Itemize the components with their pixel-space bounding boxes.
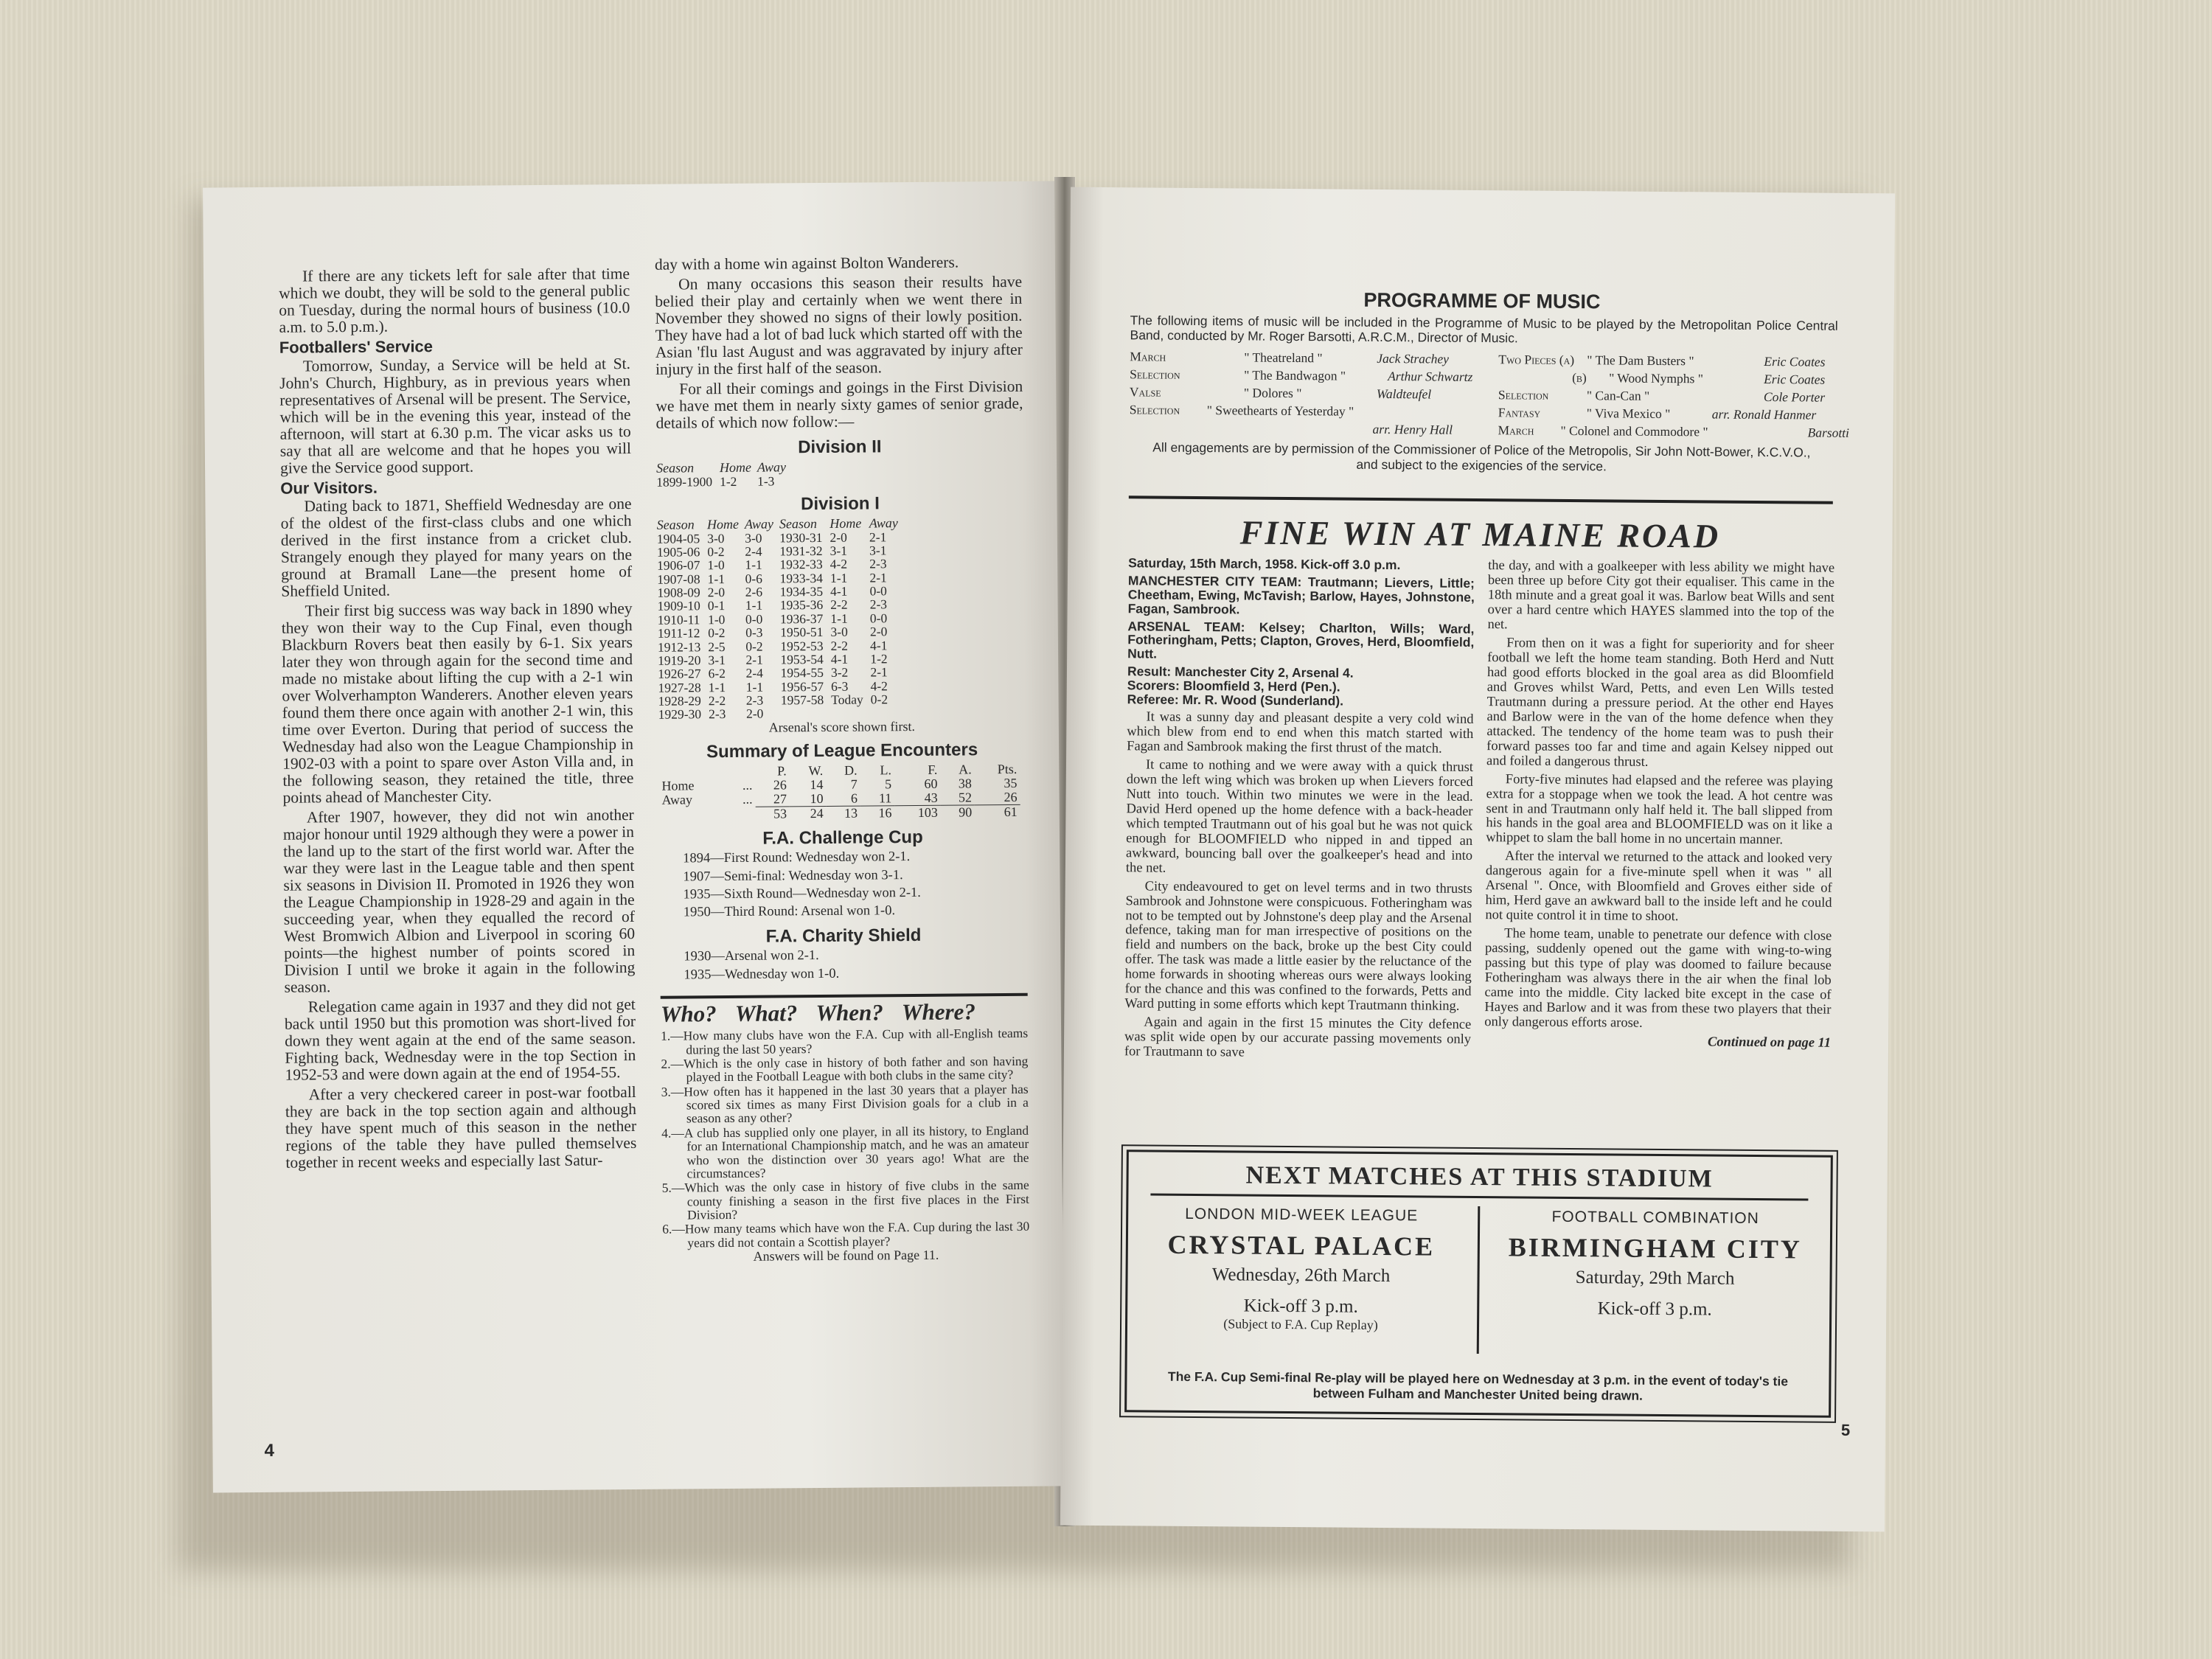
music-item-text: Cole Porter [1763, 389, 1826, 405]
music-item-text: " Can-Can " [1586, 388, 1650, 403]
report-paragraph: From then on it was a fight for superiority and for sheer football we left the home team standing. Both Herd and Nutt had good efforts blocked in the goal area as did Bloomfield and Groves whilst Ward, Petts, and even Len Wills tested Trautmann during a pressure period. At the other end Hayes and Barlow were in the van of the home defence when they attacked. The tendency of the home team was to push their forward passes too far and time and again Kelsey nipped out and foiled a dangerous thrust. [1486, 636, 1834, 770]
music-item-text: Barsotti [1807, 425, 1850, 440]
match-report-headline: FINE WIN AT MAINE ROAD [1239, 513, 1721, 555]
visitors-paragraph-1: Dating back to 1871, Sheffield Wednesday are one of the oldest of the first-class clubs and one which derived in the first instance from a cricket club. Strangely enough they played for many years on the ground at Bramall Lane—the present home of Sheffield United. [280, 495, 633, 600]
music-item-text: Arthur Schwartz [1388, 369, 1473, 384]
tickets-paragraph: If there are any tickets left for sale after that time which we doubt, they will be sold to the general public on Tuesday, during the normal hours of business (10.0 a.m. to 5.0 p.m.). [279, 265, 630, 336]
report-paragraph: the day, and with a goalkeeper with less ability we might have been three up before City got their equaliser. This came in the 18th minute and a great goal it was. Barlow beat Wills and sent over a hard centre which HAYES slammed into the top of the net. [1487, 558, 1835, 633]
table-row: 1909-10 0-1 1-1 1935-36 2-2 2-3 [657, 597, 888, 614]
continued-note: Continued on page 11 [1707, 1034, 1832, 1051]
list-item: 1935—Sixth Round—Wednesday won 2-1. [683, 885, 921, 902]
quiz-list [661, 1026, 1029, 1250]
quiz-title: Who? What? When? Where? [661, 993, 1028, 1026]
quiz-question: 2.—Which is the only case in history of both father and son having played in the Football League with both clubs in the same city? [661, 1053, 1029, 1085]
page-number-right: 5 [1840, 1420, 1851, 1439]
league-name: LONDON MID-WEEK LEAGUE [1185, 1205, 1419, 1225]
visitors-paragraph-4: Relegation came again in 1937 and they did not get back until 1950 but this promotion was short-lived for down they went again at the end of the same season. Fighting back, Wednesday were in the top Section in 1952-53 and were down again at the end of 1954-55. [284, 995, 636, 1084]
programme-of-music-title: PROGRAMME OF MUSIC [1363, 288, 1601, 313]
records-intro: For all their comings and goings in the First Division we have met them in nearly sixty games of senior grade, details of which now follow:— [655, 377, 1023, 432]
fa-cup-list [659, 849, 1027, 920]
divider [1129, 495, 1833, 504]
table-row: 1928-29 2-2 2-3 1957-58 Today 0-2 [658, 692, 888, 709]
summary-table: P. W. D. L. F. A. Pts. Home ... 26 14 7 5 60 38 35 Away ... 27 10 6 11 43 52 26 53 24 13 16 103 90 61 [658, 762, 1020, 823]
music-item-text: Selection [1498, 387, 1549, 403]
opponent-name: BIRMINGHAM CITY [1508, 1232, 1803, 1265]
quiz-answers-note: Answers will be found on Page 11. [753, 1248, 939, 1264]
report-paragraph: Again and again in the first 15 minutes the City defence was split wide open by our accurate passing movements only for Trautmann to save [1124, 1015, 1472, 1060]
quiz-question: 5.—Which was the only case in history of five clubs in the same county finishing a season in the first five places in the First Division? [661, 1178, 1029, 1222]
table-row: 1929-30 2-3 2-0 [658, 706, 764, 723]
quiz-question: 3.—How often has it happened in the last 30 years that a player has scored six times as many First Division goals for a club in a season as any other? [661, 1081, 1029, 1126]
opponent-name: CRYSTAL PALACE [1167, 1229, 1436, 1262]
heading-our-visitors: Our Visitors. [280, 478, 378, 498]
programme-intro: The following items of music will be included in the Programme of Music to be played by the Metropolitan Police Central Band, conducted by Mr. Roger Barsotti, A.R.C.M., Director of Music. [1130, 313, 1838, 346]
fa-cup-title: F.A. Challenge Cup [762, 827, 923, 849]
left-column-1 [279, 265, 637, 1175]
table-row: 1911-12 0-2 0-3 1950-51 3-0 2-0 [657, 624, 888, 641]
table-row: 1912-13 2-5 0-2 1952-53 2-2 4-1 [657, 637, 888, 655]
page-4 [203, 181, 1065, 1492]
divider [1150, 1194, 1808, 1201]
left-column-2 [655, 254, 1030, 1265]
music-item-text: Jack Strachey [1377, 350, 1450, 366]
visitors-paragraph-3: After 1907, however, they did not win another major honour until 1929 although they were a power in the land up to the start of the first world war. After the war they were last in the League table and then spent six seasons in Division II. Promoted in 1926 they won the League Championship in 1928-29 and again in the succeeding year, when they equalled the record of West Bromwich Albion and Liverpool in scoring 60 points—the highest number of points scored in Division I until we broke it again in the following season. [282, 806, 636, 996]
list-item: 1930—Arsenal won 2-1. [684, 948, 819, 964]
report-paragraph: After the interval we returned to the attack and looked very dangerous again for a five-minute spell when it was " all Arsenal ". Once, with Bloomfield and Groves either side of him, Herd gave an awkward ball to the inside left and he could not quite control it in time to shoot. [1485, 849, 1833, 925]
match-scorers: Scorers: Bloomfield 3, Herd (Pen.). [1127, 678, 1340, 695]
arsenal-team: ARSENAL TEAM: Kelsey; Charlton, Wills; Ward, Fotheringham, Petts; Clapton, Groves, Herd, Bloomfield, Nutt. [1127, 618, 1475, 661]
match-crystal-palace [1127, 1205, 1475, 1334]
music-item-text: " Wood Nymphs " [1609, 370, 1703, 386]
next-matches-box [1124, 1150, 1833, 1418]
music-item-text: (b) [1572, 369, 1587, 386]
table-row: Home ... 26 14 7 5 60 38 35 [661, 775, 1018, 793]
report-paragraph: Forty-five minutes had elapsed and the referee was playing extra for a stoppage when we took the lead. A hot centre was sent in and Trautmann only half held it. The ball slipped from his hands in the goal area and BLOOMFIELD was on it like a whippet to slam the ball home in no uncertain manner. [1486, 771, 1833, 848]
charity-shield-list [660, 947, 1027, 983]
table-row: 1899-1900 1-2 1-3 [656, 473, 775, 490]
next-matches-title: NEXT MATCHES AT THIS STADIUM [1245, 1161, 1714, 1193]
match-birmingham-city [1481, 1208, 1829, 1321]
list-item: 1907—Semi-final: Wednesday won 3-1. [683, 867, 903, 885]
kick-off-time: Kick-off 3 p.m. [1597, 1298, 1712, 1320]
music-item-text: Selection [1130, 366, 1180, 382]
report-column-1 [1124, 556, 1475, 1066]
match-date: Saturday, 29th March [1575, 1267, 1735, 1289]
list-item: 1935—Wednesday won 1-0. [684, 966, 840, 983]
page-5 [1060, 187, 1895, 1532]
report-paragraph: It came to nothing and we were away with a quick thrust down the left wing which was broken up when Lievers forced Nutt into touch. Within two minutes we were in the lead. David Herd opened up the home defence with a back-header which tempted Trautmann out of his goal but he was not quick enough for BLOOMFIELD who nipped in and tipped an awkward, bouncing ball over the goalkeeper's head and into the net. [1125, 757, 1474, 876]
music-item-text: " Colonel and Commodore " [1560, 422, 1708, 439]
quiz-question: 4.—A club has supplied only one player, in all its history, to England for an International Championship match, and he was an amateur who won the distinction over 30 years ago! What are the circumstances? [661, 1122, 1029, 1181]
music-item-text: " Viva Mexico " [1586, 406, 1671, 422]
report-column-2 [1484, 559, 1834, 1055]
score-note: Arsenal's score shown first. [768, 718, 916, 735]
heading-footballers-service: Footballers' Service [279, 337, 434, 357]
divider [1477, 1206, 1481, 1354]
report-paragraph: The home team, unable to penetrate our defence with close passing, suddenly opened out the game with wing-to-wing passing but this type of play was doomed to failure because Fotheringham was always there in the air when the final lob came into the middle. City lacked bite except in the case of Hayes and Barlow and it was from these two players that their only dangerous efforts arose. [1484, 926, 1832, 1031]
match-date: Wednesday, 26th March [1211, 1265, 1391, 1287]
league-name: FOOTBALL COMBINATION [1551, 1208, 1759, 1228]
city-team: MANCHESTER CITY TEAM: Trautmann; Lievers, Little; Cheetham, Ewing, McTavish; Barlow, Hayes, Johnstone, Fagan, Sambrook. [1127, 573, 1475, 617]
table-row: 1927-28 1-1 1-1 1956-57 6-3 4-2 [658, 678, 888, 695]
report-paragraph: City endeavoured to get on level terms and in two thrusts Sambrook and Johnstone were conspicuous. Fotheringham was not to be tempted out by Johnstone's deep play and the Arsenal defence, taking man for man irrespective of positions on the field and numbers on the back, broke up the best City could offer. The task was made a little easier by the reluctance of the home forwards in shooting whereas ours were always looking for the chance and this was confined to the forwards, Petts and Ward putting in some efforts which kept Trautmann thinking. [1124, 879, 1472, 1015]
continued-paragraph: day with a home win against Bolton Wanderers. [654, 253, 959, 274]
division-1-table: Season Home Away Season Home Away 1904-05 3-0 3-0 1930-31 2-0 2-1 1905-06 0-2 2-4 1931-32 3-1 3-1 1906-07 1-0 1-1 1932-33 4-2 2-3 1907-08 1-1 0-6 1933-34 1-1 2-1 1908-09 2-0 2-6 1934-35 4-1 0-0 1909-10 0-1 1-1 1935-36 2-2 2-3 1910-11 1-0 0-0 1936-37 1-1 0-0 1911-12 0-2 0-3 1950-51 3-0 2-0 1912-13 2-5 0-2 1952-53 2-2 4-1 1919-20 3-1 2-1 1953-54 4-1 1-2 1926-27 6-2 2-4 1954-55 3-2 2-1 1927-28 1-1 1-1 1956-57 6-3 4-2 1928-29 2-2 2-3 1957-58 Today 0-2 1929-30 2-3 2-0 [657, 516, 905, 722]
visitors-paragraph-5: After a very checkered career in post-war football they are back in the top section again and although they have spent much of this season in the nether regions of the table they have pulled themselves together in recent weeks and especially last Satur- [285, 1083, 637, 1172]
table-row: 1904-05 3-0 3-0 1930-31 2-0 2-1 [656, 529, 887, 546]
music-item-text: " Theatreland " [1244, 349, 1323, 366]
music-item-text: " Sweethearts of Yesterday " [1206, 403, 1354, 419]
kick-off-time: Kick-off 3 p.m. [1243, 1295, 1358, 1317]
report-paragraph: It was a sunny day and pleasant despite a very cold wind which blew from end to end when this match started with Fagan and Sambrook making the first thrust of the match. [1127, 709, 1474, 757]
music-item-text: Eric Coates [1764, 372, 1826, 387]
visitors-paragraph-2: Their first big success was way back in 1890 whey they won their way to the Cup Final, even though Blackburn Rovers beat then easily by 6-1. Six years later they won through again for the second time and made no mistake about lifting the cup with a 2-1 win over Wolverhampton Wanderers. Another eleven years found them there once again with another 2-1 win, this time over Everton. During that period of success the Wednesday had also won the League Championship in 1902-03 with a point to spare over Aston Villa and, in the following season, they retained the title, three points ahead of Manchester City. [281, 599, 634, 807]
music-item-text: arr. Ronald Hanmer [1711, 406, 1817, 422]
table-row: 1908-09 2-0 2-6 1934-35 4-1 0-0 [657, 583, 887, 600]
table-row: 1907-08 1-1 0-6 1933-34 1-1 2-1 [657, 569, 887, 587]
summary-total-row: 53 24 13 16 103 90 61 [659, 805, 1020, 823]
service-paragraph: Tomorrow, Sunday, a Service will be held at St. John's Church, Highbury, as in previous years when representatives of Arsenal will be present. The Service, which will be in the evening this year, instead of the afternoon, will start at 6.30 p.m. The vicar asks us to say that all are welcome and that he hopes you will give the Service good support. [279, 354, 631, 477]
table-row: 1905-06 0-2 2-4 1931-32 3-1 3-1 [656, 543, 887, 560]
semi-final-note: The F.A. Cup Semi-final Re-play will be played here on Wednesday at 3 p.m. in the event of today's tie between Fulham and Manchester United being drawn. [1167, 1368, 1789, 1403]
match-referee: Referee: Mr. R. Wood (Sunderland). [1127, 692, 1344, 709]
music-item-text: arr. Henry Hall [1372, 421, 1453, 437]
music-item-text: March [1130, 349, 1166, 364]
division-1-title: Division I [801, 493, 880, 515]
page-number-left: 4 [264, 1440, 274, 1461]
music-item-text: Waldteufel [1376, 386, 1432, 402]
table-row: 1910-11 1-0 0-0 1936-37 1-1 0-0 [657, 611, 888, 627]
table-row: 1906-07 1-0 1-1 1932-33 4-2 2-3 [657, 556, 887, 573]
charity-shield-title: F.A. Charity Shield [765, 925, 922, 947]
list-item: 1894—First Round: Wednesday won 2-1. [683, 849, 911, 866]
match-result: Result: Manchester City 2, Arsenal 4. [1127, 664, 1354, 681]
music-item-text: " Dolores " [1243, 385, 1302, 401]
form-paragraph: On many occasions this season their results have belied their play and certainly when we went there in November they showed no signs of their lowly position. They have had a lot of bad luck which started off with the Asian 'flu last August and was aggravated by injury after injury in the first half of the season. [655, 272, 1023, 378]
quiz-question: 1.—How many clubs have won the F.A. Cup with all-English teams during the last 50 years? [661, 1026, 1029, 1057]
music-item-text: " The Bandwagon " [1244, 367, 1346, 383]
music-item-text: March [1498, 422, 1534, 438]
summary-title: Summary of League Encounters [706, 740, 978, 762]
music-item-text: " The Dam Busters " [1587, 352, 1694, 369]
music-item-text: Eric Coates [1764, 354, 1826, 369]
match-date: Saturday, 15th March, 1958. Kick-off 3.0 p.m. [1128, 555, 1401, 573]
table-row: Away ... 27 10 6 11 43 52 26 [661, 790, 1018, 808]
division-2-title: Division II [798, 437, 882, 458]
music-list [1129, 348, 1850, 442]
list-item: 1950—Third Round: Arsenal won 1-0. [683, 903, 896, 920]
division-2-table: Season Home Away 1899-1900 1-2 1-3 [656, 460, 792, 489]
music-item-text: Valse [1129, 384, 1161, 400]
music-item-text: Selection [1129, 402, 1180, 417]
match-note: (Subject to F.A. Cup Replay) [1223, 1316, 1378, 1332]
engagements-note: All engagements are by permission of the Commissioner of Police of the Metropolis, Sir John Nott-Bower, K.C.V.O., and subject to the exigencies of the service. [1152, 439, 1811, 474]
table-row: 1926-27 6-2 2-4 1954-55 3-2 2-1 [658, 664, 888, 681]
music-item-text: Fantasy [1498, 405, 1541, 420]
quiz-question: 6.—How many teams which have won the F.A. Cup during the last 30 years did not contain a Scottish player? [662, 1219, 1030, 1251]
music-item-text: Two Pieces (a) [1498, 352, 1575, 368]
table-row: 1919-20 3-1 2-1 1953-54 4-1 1-2 [658, 651, 888, 668]
